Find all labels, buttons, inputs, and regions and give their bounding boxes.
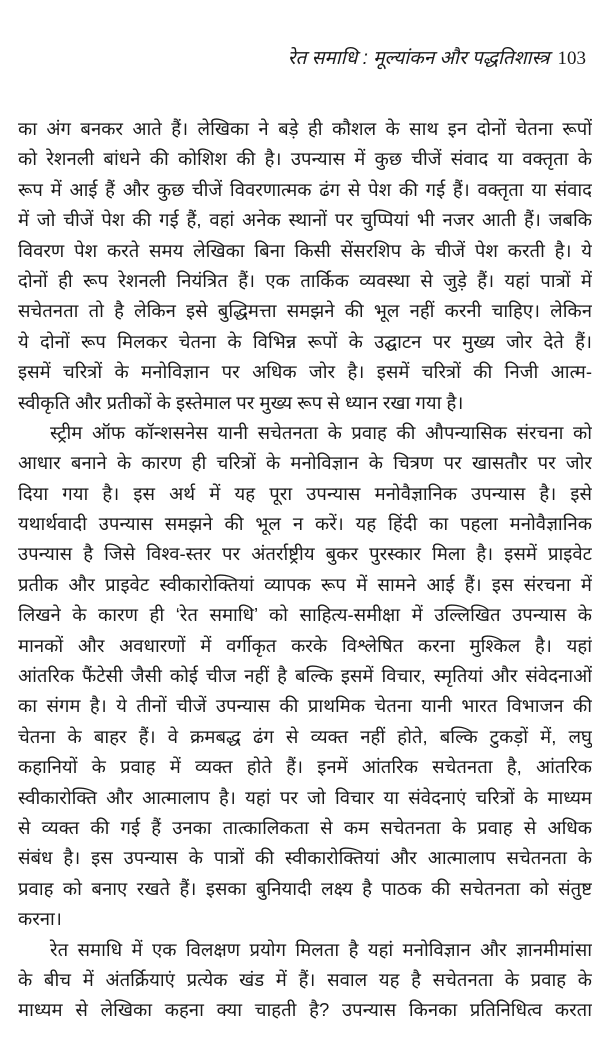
- text-line: को रेशनली बांधने की कोशिश की है। उपन्यास में कुछ चीजें संवाद या वक्तृता के: [18, 148, 592, 170]
- paragraph: [18, 114, 592, 418]
- text-line: रेत समाधि में एक विलक्षण प्रयोग मिलता है यहां मनोविज्ञान और ज्ञानमीमांसा: [50, 938, 592, 960]
- text-line: स्ट्रीम ऑफ कॉन्शसनेस यानी सचेतनता के प्रवाह की औपन्यासिक संरचना को: [50, 421, 592, 443]
- text-line: से व्यक्त की गई हैं उनका तात्कालिकता से कम सचेतनता के प्रवाह से अधिक: [18, 816, 592, 838]
- paragraph: [18, 418, 592, 935]
- text-line: चेतना के बाहर हैं। वे क्रमबद्ध ढंग से व्यक्त नहीं होते, बल्कि टुकड़ों में, लघु: [18, 725, 592, 747]
- text-line: आधार बनाने के कारण ही चरित्रों के मनोविज्ञान के चित्रण पर खासतौर पर जोर: [18, 452, 592, 474]
- text-line: संबंध है। इस उपन्यास के पात्रों की स्वीकारोक्तियां और आत्मालाप सचेतनता के: [18, 847, 592, 869]
- text-line: लिखने के कारण ही ‘रेत समाधि’ को साहित्य-समीक्षा में उल्लिखित उपन्यास के: [18, 604, 592, 626]
- paragraph: [18, 935, 592, 1026]
- running-header-title: रेत समाधि : मूल्यांकन और पद्धतिशास्त्र: [287, 48, 550, 69]
- text-line: उपन्यास है जिसे विश्व-स्तर पर अंतर्राष्ट्रीय बुकर पुरस्कार मिला है। इसमें प्राइवेट: [18, 543, 592, 565]
- text-line: प्रवाह को बनाए रखते हैं। इसका बुनियादी लक्ष्य है पाठक की सचेतनता को संतुष्ट: [18, 877, 592, 899]
- text-line: कहानियों के प्रवाह में व्यक्त होते हैं। इनमें आंतरिक सचेतनता है, आंतरिक: [18, 756, 592, 778]
- text-line: यथार्थवादी उपन्यास समझने की भूल न करें। यह हिंदी का पहला मनोवैज्ञानिक: [18, 513, 592, 535]
- text-line: स्वीकारोक्ति और आत्मालाप है। यहां पर जो विचार या संवेदनाएं चरित्रों के माध्यम: [18, 786, 592, 808]
- running-header: [288, 44, 586, 70]
- text-line: करना।: [18, 908, 62, 930]
- text-line: मानकों और अवधारणों में वर्गीकृत करके विश्लेषित करना मुश्किल है। यहां: [18, 634, 592, 656]
- page-body: [18, 114, 592, 1026]
- text-line: इसमें चरित्रों के मनोविज्ञान पर अधिक जोर है। इसमें चरित्रों की निजी आत्म-: [18, 361, 592, 383]
- text-line: विवरण पेश करते समय लेखिका बिना किसी सेंसरशिप के चीजें पेश करती है। ये: [18, 239, 592, 261]
- text-line: में जो चीजें पेश की गई हैं, वहां अनेक स्थानों पर चुप्पियां भी नजर आती हैं। जबकि: [18, 209, 592, 231]
- text-line: सचेतनता तो है लेकिन इसे बुद्धिमत्ता समझने की भूल नहीं करनी चाहिए। लेकिन: [18, 300, 592, 322]
- text-line: दोनों ही रूप रेशनली नियंत्रित हैं। एक तार्किक व्यवस्था से जुड़े हैं। यहां पात्रों में: [18, 269, 592, 291]
- text-line: ये दोनों रूप मिलकर चेतना के विभिन्न रूपों के उद्घाटन पर मुख्य जोर देते हैं।: [18, 330, 592, 352]
- text-line: दिया गया है। इस अर्थ में यह पूरा उपन्यास मनोवैज्ञानिक उपन्यास है। इसे: [18, 482, 592, 504]
- text-line: आंतरिक फैंटेसी जैसी कोई चीज नहीं है बल्कि इसमें विचार, स्मृतियां और संवेदनाओं: [18, 665, 592, 687]
- text-line: प्रतीक और प्राइवेट स्वीकारोक्तियां व्यापक रूप में सामने आई हैं। इस संरचना में: [18, 573, 592, 595]
- text-line: का अंग बनकर आते हैं। लेखिका ने बड़े ही कौशल के साथ इन दोनों चेतना रूपों: [18, 118, 592, 139]
- page-number: 103: [557, 48, 586, 69]
- text-line: का संगम है। ये तीनों चीजें उपन्यास की प्राथमिक चेतना यानी भारत विभाजन की: [18, 695, 592, 717]
- text-line: स्वीकृति और प्रतीकों के इस्तेमाल पर मुख्य रूप से ध्यान रखा गया है।: [18, 391, 464, 413]
- text-line: रूप में आई हैं और कुछ चीजें विवरणात्मक ढंग से पेश की गई हैं। वक्तृता या संवाद: [18, 178, 592, 200]
- text-line: के बीच में अंतर्क्रियाएं प्रत्येक खंड में हैं। सवाल यह है सचेतनता के प्रवाह के: [18, 968, 592, 990]
- text-line: माध्यम से लेखिका कहना क्या चाहती है? उपन्यास किनका प्रतिनिधित्व करता: [18, 999, 592, 1021]
